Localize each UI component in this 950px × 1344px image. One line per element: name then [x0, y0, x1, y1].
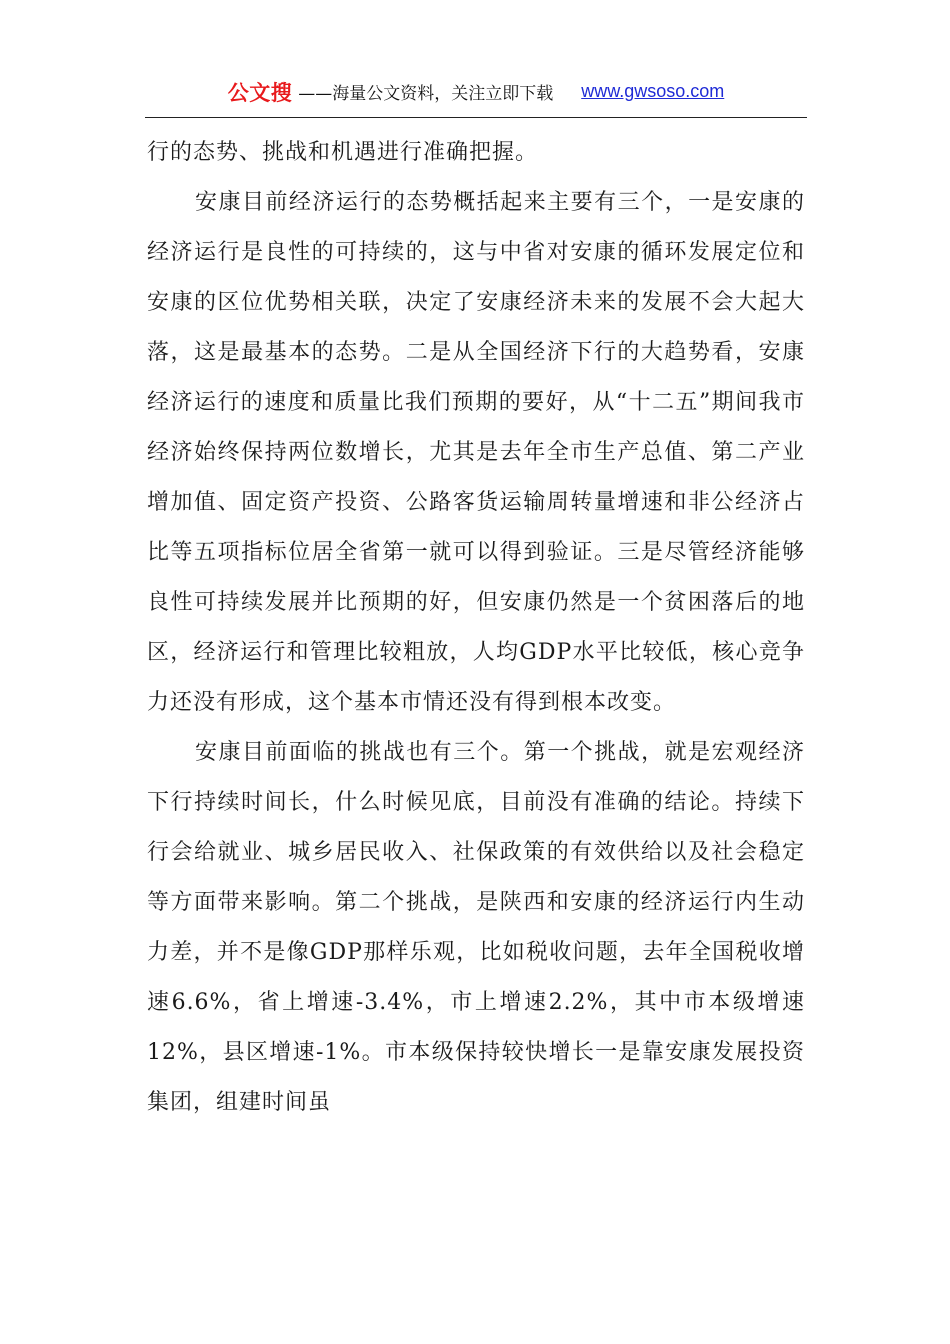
page-header [145, 70, 807, 118]
website-link[interactable]: www.gwsoso.com [581, 81, 725, 101]
header-slogan: ——海量公文资料，关注立即下载 [298, 84, 554, 104]
document-body [147, 128, 805, 1128]
paragraph-challenges: 安康目前面临的挑战也有三个。第一个挑战，就是宏观经济下行持续时间长，什么时候见底，目前没有准确的结论。持续下行会给就业、城乡居民收入、社保政策的有效供给以及社会稳定等方面带来影响。第二个挑战，是陕西和安康的经济运行内生动力差，并不是像GDP那样乐观，比如税收问题，去年全国税收增速6.6%，省上增速-3.4%，市上增速2.2%，其中市本级增速12%，县区增速-1%。市本级保持较快增长一是靠安康发展投资集团，组建时间虽 [147, 740, 805, 1115]
paragraph-continuation: 行的态势、挑战和机遇进行准确把握。 [147, 140, 539, 165]
brand-logo: 公文搜 [227, 80, 293, 105]
paragraph-economic-situation: 安康目前经济运行的态势概括起来主要有三个，一是安康的经济运行是良性的可持续的，这与中省对安康的循环发展定位和安康的区位优势相关联，决定了安康经济未来的发展不会大起大落，这是最基本的态势。二是从全国经济下行的大趋势看，安康经济运行的速度和质量比我们预期的要好，从“十二五”期间我市经济始终保持两位数增长，尤其是去年全市生产总值、第二产业增加值、固定资产投资、公路客货运输周转量增速和非公经济占比等五项指标位居全省第一就可以得到验证。三是尽管经济能够良性可持续发展并比预期的好，但安康仍然是一个贫困落后的地区，经济运行和管理比较粗放，人均GDP水平比较低，核心竞争力还没有形成，这个基本市情还没有得到根本改变。 [147, 190, 805, 715]
